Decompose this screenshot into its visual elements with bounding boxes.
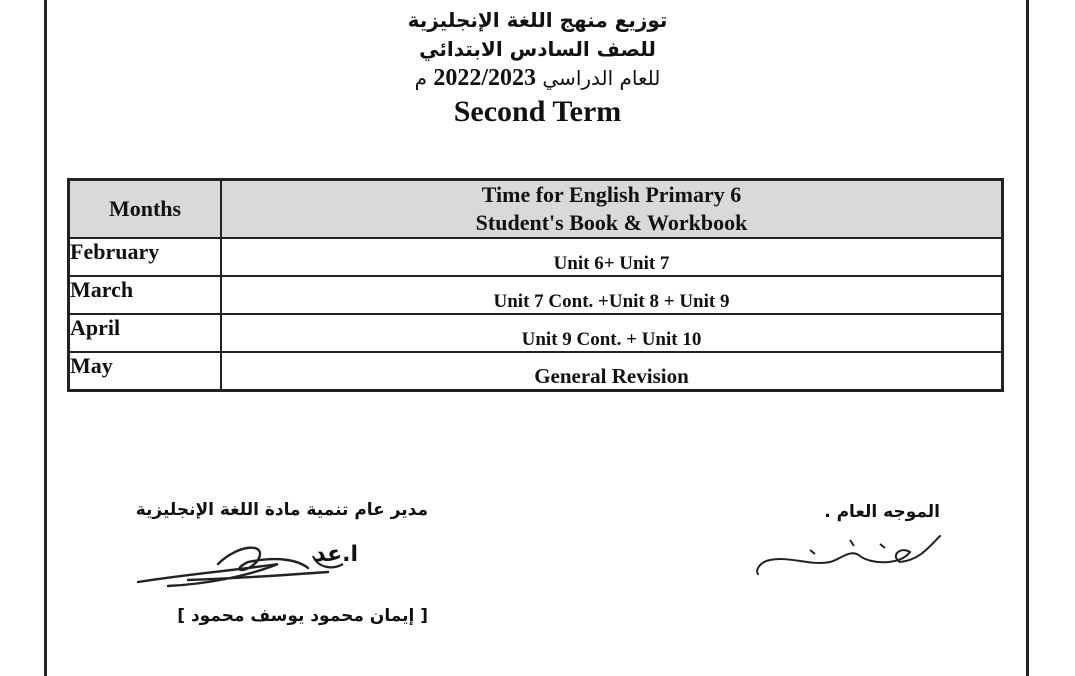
title-ar: توزيع منهج اللغة الإنجليزية (407, 8, 668, 32)
month-cell: April (69, 314, 222, 352)
director-name: [ إيمان محمود يوسف محمود ] (177, 606, 428, 626)
table-row (69, 276, 1003, 314)
content-cell: Unit 7 Cont. +Unit 8 + Unit 9 (221, 276, 1003, 314)
content-cell: General Revision (221, 352, 1003, 391)
month-cell: March (69, 276, 222, 314)
table-row (69, 314, 1003, 352)
header-book-line2: Student's Book & Workbook (475, 210, 748, 235)
table-row (69, 352, 1003, 391)
year-label: للعام الدراسي (542, 66, 661, 90)
year-line (0, 64, 1075, 93)
term-title: Second Term (453, 95, 622, 128)
year-value: 2022/2023 (433, 65, 537, 91)
content-cell: Unit 9 Cont. + Unit 10 (221, 314, 1003, 352)
table-header-row (69, 180, 1003, 239)
curriculum-table (67, 178, 1004, 392)
director-signature-text: ا.عد (314, 542, 358, 567)
grade-ar: للصف السادس الابتدائي (419, 37, 656, 61)
header-book (221, 180, 1003, 239)
supervisor-title: الموجه العام . (824, 502, 940, 522)
month-cell: February (69, 238, 222, 276)
director-signature-block (108, 500, 428, 626)
header-book-line1: Time for English Primary 6 (481, 182, 742, 207)
supervisor-signature-block (740, 502, 940, 522)
director-title: مدير عام تنمية مادة اللغة الإنجليزية (135, 500, 428, 520)
header (0, 6, 1075, 129)
supervisor-signature-mark (750, 526, 950, 576)
table-row (69, 238, 1003, 276)
year-suffix: م (414, 66, 427, 90)
header-months: Months (69, 180, 222, 239)
month-cell: May (69, 352, 222, 391)
content-cell: Unit 6+ Unit 7 (221, 238, 1003, 276)
